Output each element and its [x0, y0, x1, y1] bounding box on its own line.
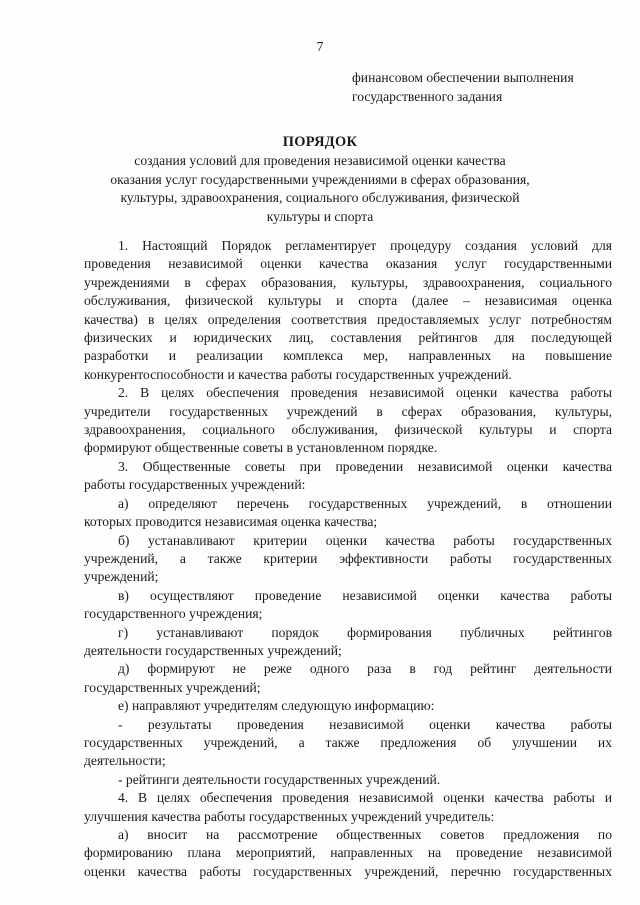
body-text-line: учреждений; — [84, 569, 159, 585]
body-text-line: б) устанавливают критерии оценки качества работы государственных — [118, 532, 612, 548]
body-text-line: деятельности государственных учреждений; — [84, 642, 342, 658]
header-note-line: финансовом обеспечении выполнения — [352, 70, 574, 85]
body-text-line: разработки и реализации комплекса мер, направленных на повышение — [84, 348, 612, 364]
body-text-line: формируют общественные советы в установленном порядке. — [84, 440, 438, 456]
body-text-line: в) осуществляют проведение независимой оценки качества работы — [118, 587, 612, 603]
body-text-line: формированию плана мероприятий, направленных на проведение независимой — [84, 845, 612, 861]
body-text-line: - результаты проведения независимой оценки качества работы — [118, 716, 612, 732]
body-text-line: работы государственных учреждений: — [84, 477, 306, 493]
document-body — [84, 237, 612, 881]
subtitle-line: оказания услуг государственными учреждениями в сферах образования, — [110, 171, 530, 187]
body-text-line: учреждениями в сферах образования, культуры, здравоохранения, социального — [84, 274, 612, 290]
header-note-line: государственного задания — [352, 89, 503, 104]
body-text-line: физических и юридических лиц, составления рейтингов для последующей — [84, 330, 612, 346]
subtitle-line: культуры, здравоохранения, социального обслуживания, физической — [120, 190, 520, 205]
subtitle-line: культуры и спорта — [266, 208, 374, 224]
body-text-line: конкурентоспособности и качества работы государственных учреждений. — [84, 366, 512, 382]
body-text-line: 4. В целях обеспечения проведения независимой оценки качества работы и — [118, 790, 612, 806]
subtitle-line: создания условий для проведения независимой оценки качества — [134, 153, 506, 168]
body-text-line: е) направляют учредителям следующую информацию: — [118, 698, 435, 714]
body-text-line: учредители государственных учреждений в сферах образования, культуры, — [84, 403, 612, 419]
body-text-line: здравоохранения, социального обслуживания, физической культуры и спорта — [84, 422, 612, 438]
body-text-line: деятельности; — [84, 753, 166, 769]
body-text-line: государственных учреждений; — [84, 679, 261, 695]
body-text-line: проведения независимой оценки качества оказания услуг государственными — [84, 256, 612, 272]
page-number: 7 — [316, 39, 324, 54]
document-subtitle — [90, 152, 550, 226]
body-text-line: оценки качества работы государственных учреждений, перечню государственных — [84, 863, 612, 879]
body-text-line: 1. Настоящий Порядок регламентирует процедуру создания условий для — [118, 238, 612, 253]
body-text-line: улучшения качества работы государственных учреждений учредитель: — [84, 808, 495, 824]
body-text-line: а) вносит на рассмотрение общественных советов предложения по — [118, 827, 612, 842]
body-text-line: г) устанавливают порядок формирования публичных рейтингов — [118, 624, 612, 640]
body-text-line: 3. Общественные советы при проведении независимой оценки качества — [118, 458, 612, 474]
document-title: ПОРЯДОК — [282, 134, 358, 150]
body-text-line: качества) в целях определения соответствия предоставляемых услуг потребностям — [84, 311, 612, 327]
body-text-line: а) определяют перечень государственных учреждений, в отношении — [118, 495, 612, 511]
header-note — [352, 68, 612, 106]
body-text-line: государственного учреждения; — [84, 606, 263, 622]
body-text-line: д) формируют не реже одного раза в год рейтинг деятельности — [118, 661, 612, 677]
body-text-line: учреждений, а также критерии эффективности работы государственных — [84, 550, 612, 566]
body-text-line: обслуживания, физической культуры и спорта (далее – независимая оценка — [84, 293, 612, 309]
body-text-line: 2. В целях обеспечения проведения независимой оценки качества работы — [118, 385, 612, 401]
body-text-line: которых проводится независимая оценка качества; — [84, 514, 378, 530]
body-text-line: государственных учреждений, а также предложения об улучшении их — [84, 734, 612, 750]
body-text-line: - рейтинги деятельности государственных учреждений. — [118, 771, 441, 787]
